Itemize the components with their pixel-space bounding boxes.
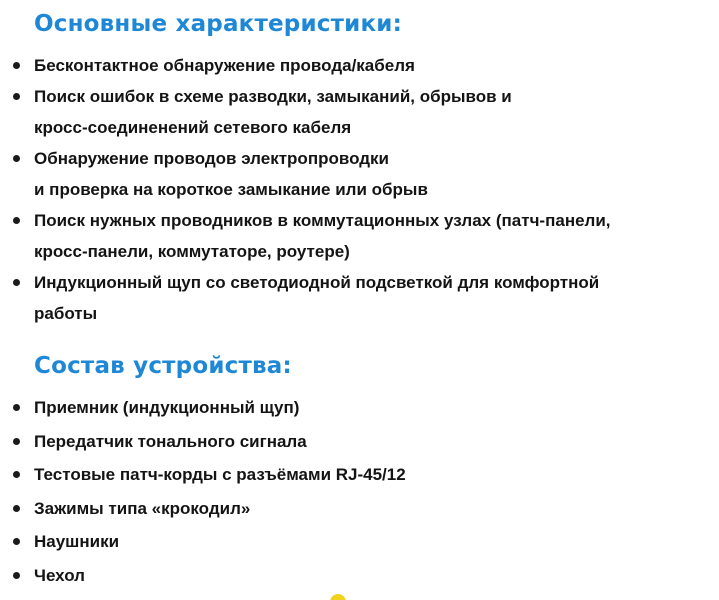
list-item — [0, 458, 719, 492]
list-item — [0, 425, 719, 459]
list-item-text: Чехол — [34, 565, 85, 585]
list-item-text: Наушники — [34, 532, 120, 551]
contents-heading: Состав устройства: — [34, 353, 292, 379]
bullet-icon — [13, 572, 20, 579]
bullet-icon — [13, 404, 20, 411]
list-item — [0, 205, 719, 267]
list-item — [0, 143, 719, 205]
list-item-text: Тестовые патч-корды с разъёмами RJ-45/12 — [34, 465, 406, 484]
bullet-icon — [13, 217, 20, 224]
list-item-text: Поиск нужных проводников в коммутационных узлах (патч-панели, — [34, 211, 611, 230]
yellow-circle-icon — [330, 594, 346, 600]
bullet-icon — [13, 62, 20, 69]
list-item-text: Передатчик тонального сигнала — [34, 431, 307, 451]
features-list — [0, 50, 719, 329]
bullet-icon — [13, 538, 20, 545]
list-item — [0, 267, 719, 329]
list-item — [0, 492, 719, 526]
list-item-text: работы — [34, 304, 98, 323]
list-item-text: и проверка на короткое замыкание или обрыв — [34, 180, 428, 199]
list-item-text: Бесконтактное обнаружение провода/кабеля — [34, 56, 415, 75]
list-item — [0, 50, 719, 81]
bullet-icon — [13, 155, 20, 162]
list-item-text: Зажимы типа «крокодил» — [34, 498, 251, 518]
list-item-text: кросс-соединенений сетевого кабеля — [34, 118, 352, 137]
bullet-icon — [13, 93, 20, 100]
list-item-text: Обнаружение проводов электропроводки — [34, 149, 389, 168]
list-item — [0, 81, 719, 143]
bullet-icon — [13, 279, 20, 286]
list-item-text: кросс-панели, коммутаторе, роутере) — [34, 242, 350, 261]
list-item — [0, 559, 719, 593]
list-item-text: Индукционный щуп со светодиодной подсветкой для комфортной — [34, 273, 600, 292]
bullet-icon — [13, 471, 20, 478]
bullet-icon — [13, 438, 20, 445]
list-item-text: Поиск ошибок в схеме разводки, замыканий, обрывов и — [34, 87, 512, 106]
list-item-text: Приемник (индукционный щуп) — [34, 398, 300, 417]
list-item — [0, 391, 719, 425]
bullet-icon — [13, 505, 20, 512]
list-item — [0, 525, 719, 559]
footer-strip — [0, 588, 719, 600]
contents-list — [0, 391, 719, 592]
features-heading: Основные характеристики: — [34, 11, 402, 37]
